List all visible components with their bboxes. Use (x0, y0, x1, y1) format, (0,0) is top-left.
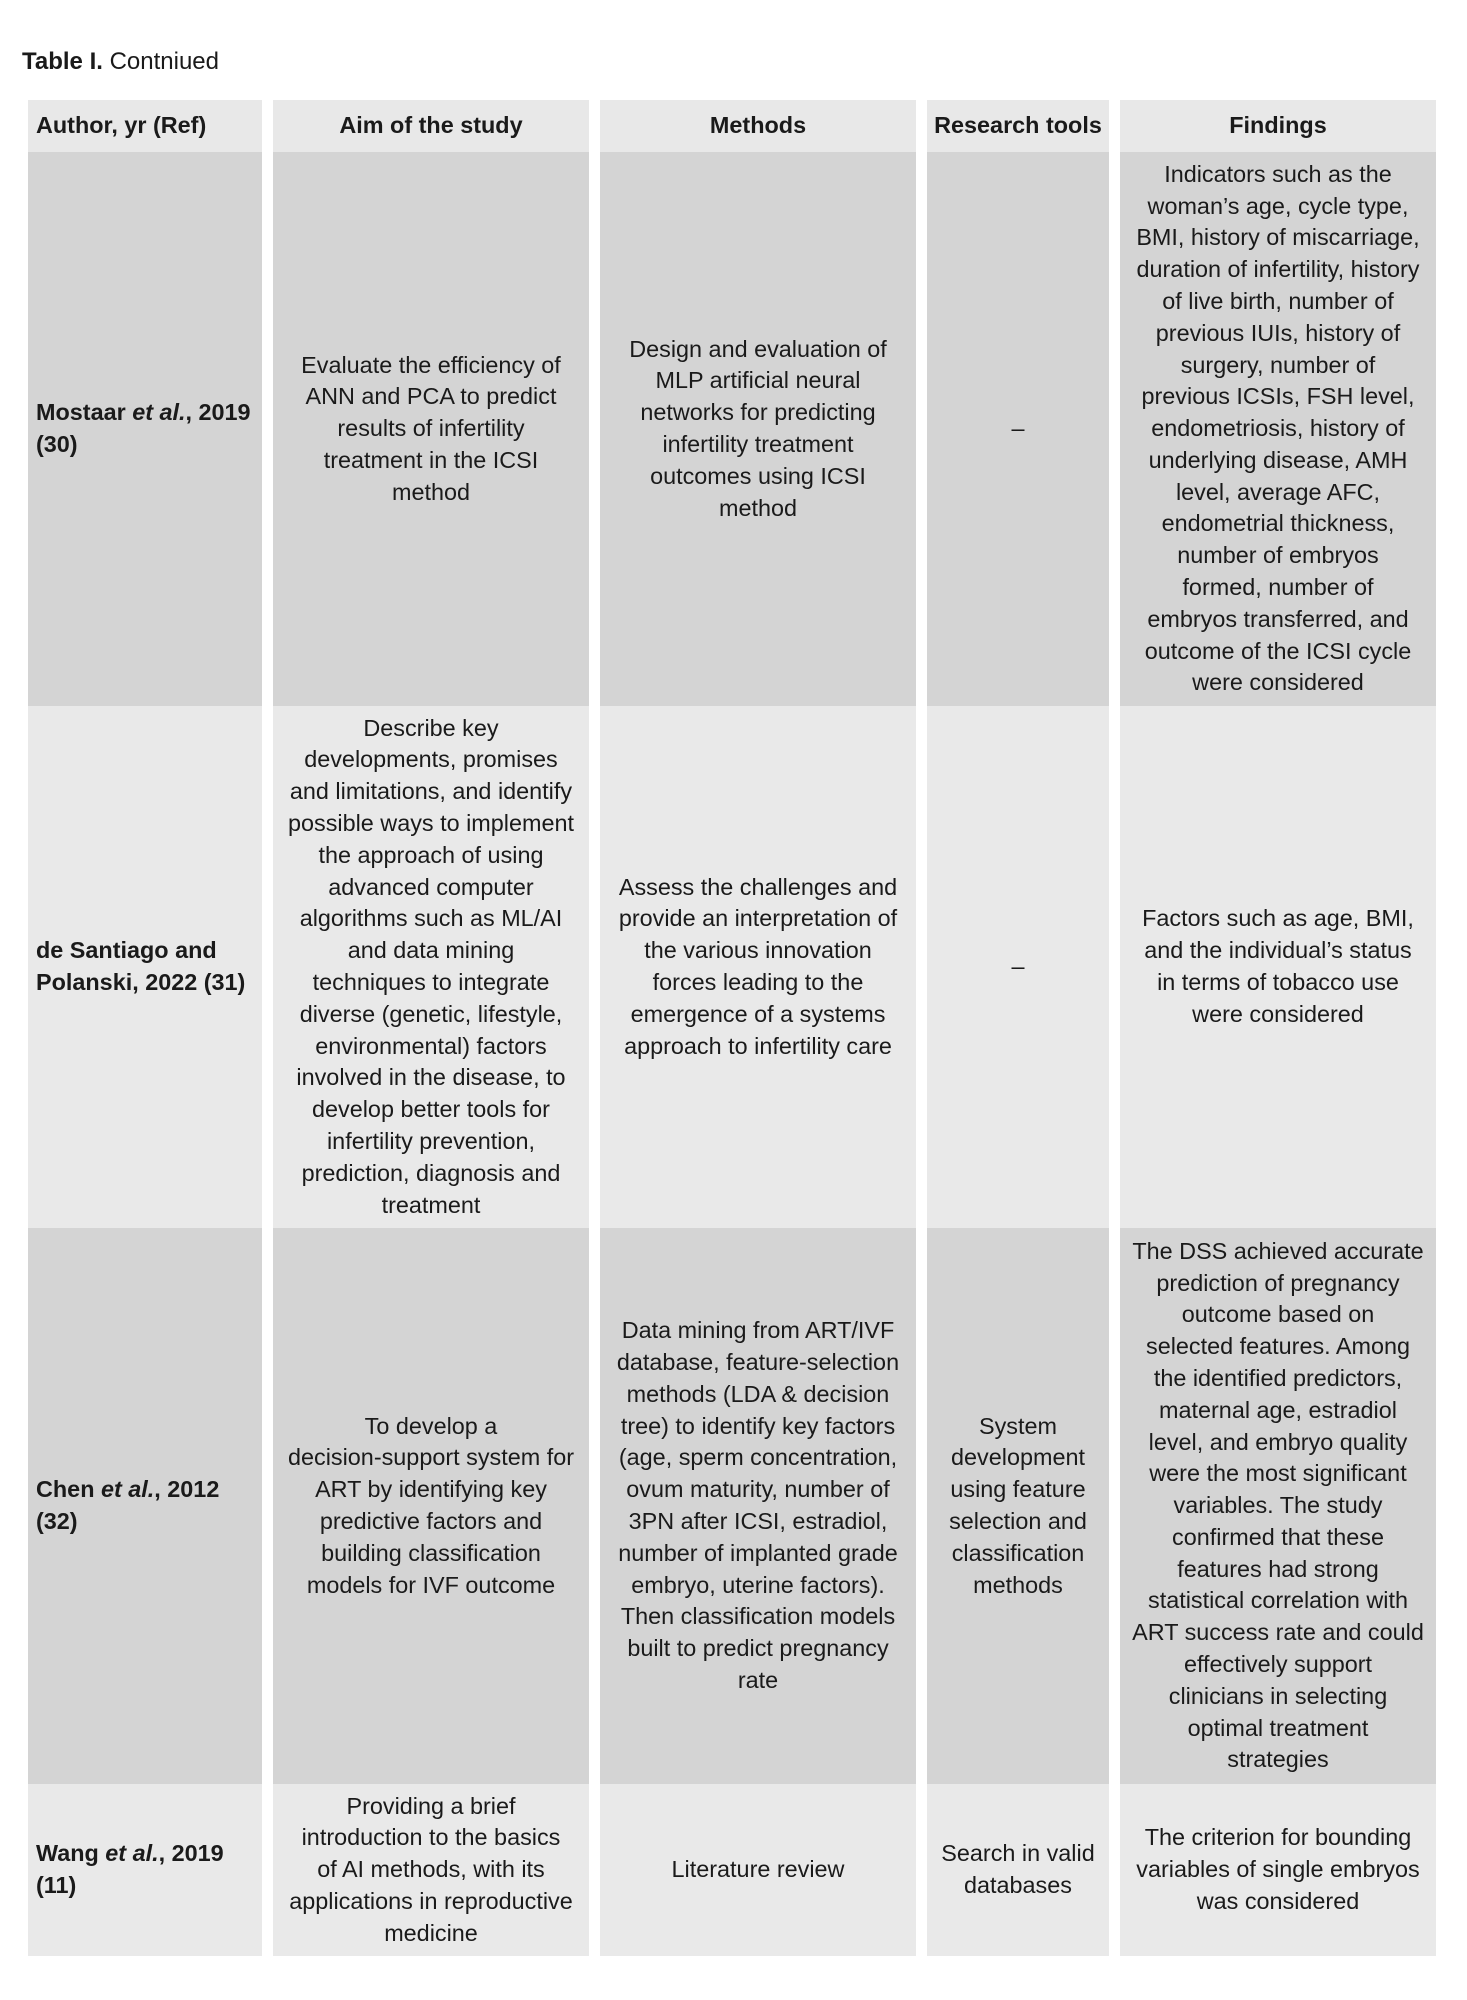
table-label: Table I. (22, 48, 103, 75)
row-research-tools: Search in valid databases (927, 1784, 1109, 1956)
header-research-tools: Research tools (927, 100, 1109, 152)
row-methods: Assess the challenges and provide an interpretation of the various innovation forces leading to the emergence of a systems approach to infertility care (600, 706, 916, 1228)
table-caption-text: Contniued (102, 48, 219, 75)
row-findings: The criterion for bounding variables of single embryos was considered (1120, 1784, 1436, 1956)
row-findings: Factors such as age, BMI, and the individual’s status in terms of tobacco use were considered (1120, 706, 1436, 1228)
literature-table (28, 100, 1434, 1956)
header-author: Author, yr (Ref) (28, 100, 262, 152)
row-author: Chen et al., 2012 (32) (28, 1228, 262, 1784)
row-research-tools: – (927, 152, 1109, 706)
row-author: Mostaar et al., 2019 (30) (28, 152, 262, 706)
table-caption (22, 46, 219, 78)
row-aim: Providing a brief introduction to the basics of AI methods, with its applications in reproductive medicine (273, 1784, 589, 1956)
row-research-tools: System development using feature selection and classification methods (927, 1228, 1109, 1784)
row-methods: Design and evaluation of MLP artificial neural networks for predicting infertility treatment outcomes using ICSI method (600, 152, 916, 706)
row-findings: Indicators such as the woman’s age, cycle type, BMI, history of miscarriage, duration of infertility, history of live birth, number of previous IUIs, history of surgery, number of previous ICSIs, FSH level, endometriosis, history of underlying disease, AMH level, average AFC, endometrial thickness, number of embryos formed, number of embryos transferred, and outcome of the ICSI cycle were considered (1120, 152, 1436, 706)
header-methods: Methods (600, 100, 916, 152)
row-methods: Literature review (600, 1784, 916, 1956)
row-author: Wang et al., 2019 (11) (28, 1784, 262, 1956)
header-aim: Aim of the study (273, 100, 589, 152)
row-aim: Describe key developments, promises and limitations, and identify possible ways to implement the approach of using advanced computer algorithms such as ML/AI and data mining techniques to integrate diverse (genetic, lifestyle, environmental) factors involved in the disease, to develop better tools for infertility prevention, prediction, diagnosis and treatment (273, 706, 589, 1228)
row-author: de Santiago and Polanski, 2022 (31) (28, 706, 262, 1228)
row-research-tools: – (927, 706, 1109, 1228)
row-findings: The DSS achieved accurate prediction of pregnancy outcome based on selected features. Among the identified predictors, maternal age, estradiol level, and embryo quality were the most significant variables. The study confirmed that these features had strong statistical correlation with ART success rate and could effectively support clinicians in selecting optimal treatment strategies (1120, 1228, 1436, 1784)
row-aim: Evaluate the efficiency of ANN and PCA to predict results of infertility treatment in the ICSI method (273, 152, 589, 706)
row-methods: Data mining from ART/IVF database, feature-selection methods (LDA & decision tree) to identify key factors (age, sperm concentration, ovum maturity, number of 3PN after ICSI, estradiol, number of implanted grade embryo, uterine factors). Then classification models built to predict pregnancy rate (600, 1228, 916, 1784)
row-aim: To develop a decision-support system for ART by identifying key predictive factors and building classification models for IVF outcome (273, 1228, 589, 1784)
header-findings: Findings (1120, 100, 1436, 152)
